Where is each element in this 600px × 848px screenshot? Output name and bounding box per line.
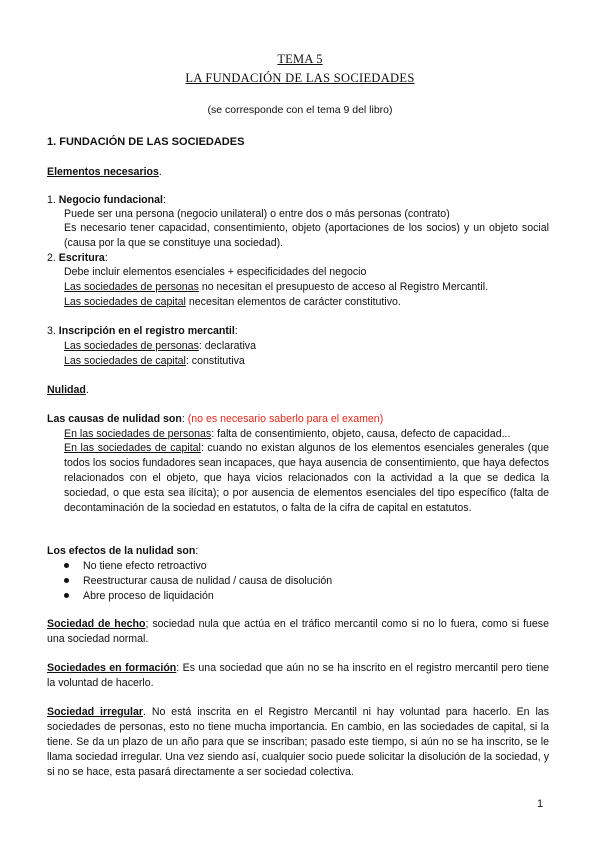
efectos-colon: : — [195, 545, 199, 557]
sociedad-hecho-paragraph — [47, 617, 549, 647]
list-item-text: Reestructurar causa de nulidad / causa de disolución — [83, 575, 333, 587]
sociedad-irregular-text: . No está inscrita en el Registro Mercantil ni hay voluntad para hacerlo. En las sociedades de personas, esto no tiene mucha importancia. En cambio, en las sociedades de capital, si la tiene. Se da un plazo de un año para que se inscriban; pasado este tiempo, si aún no se ha inscrito, se le llama sociedad irregular. Una vez siendo así, cualquier socio puede solicitar la disolución de la sociedad, y si no se hace, esta pasará directamente a ser sociedad colectiva. — [47, 706, 549, 778]
escritura-colon: : — [104, 252, 108, 264]
efectos-heading — [47, 544, 198, 558]
escritura-personas-term: Las sociedades de personas — [64, 281, 199, 293]
sociedades-formacion-paragraph — [47, 661, 549, 691]
list-item — [64, 589, 214, 603]
causas-capital-text: : cuando no existan algunos de los elementos esenciales generales (que todos los socios fundadores sean incapaces, que haya ausencia de consentimiento, que haya defectos relacionados con el objeto, que haya vicios relacionados con la actividad a la que se dedica la sociedad, o que esta sea ilícita); o por ausencia de elementos esenciales del tipo específico (falta de decontaminación de la sociedad en estatutos, o falta de la cifra de capital en estatutos. — [64, 442, 549, 514]
causas-label: Las causas de nulidad son — [47, 413, 182, 425]
escritura-capital-text: necesitan elementos de carácter constitutivo. — [185, 296, 401, 308]
escritura-personas-text: no necesitan el presupuesto de acceso al Registro Mercantil. — [198, 281, 489, 293]
sociedad-irregular-paragraph — [47, 705, 549, 780]
escritura-number: 2. — [47, 252, 59, 264]
elementos-heading-dot: . — [158, 166, 162, 178]
elementos-heading-text: Elementos necesarios — [47, 166, 159, 178]
causas-personas-term: En las sociedades de personas — [64, 428, 212, 440]
sociedades-formacion-text: : Es una sociedad que aún no se ha inscrito en el registro mercantil pero tiene la voluntad de hacerlo. — [47, 662, 550, 689]
section-heading: 1. FUNDACIÓN DE LAS SOCIEDADES — [47, 136, 245, 148]
nulidad-heading — [47, 383, 89, 397]
inscripcion-personas-text: : declarativa — [198, 340, 256, 352]
causas-capital-term: En las sociedades de capital — [64, 442, 201, 454]
bullet-icon — [64, 578, 69, 583]
causas-personas — [64, 427, 510, 441]
causas-capital — [64, 441, 549, 516]
elementos-heading — [47, 165, 162, 179]
inscripcion-text-1 — [64, 339, 256, 353]
bullet-icon — [64, 563, 69, 568]
nulidad-heading-dot: . — [85, 384, 89, 396]
efectos-label: Los efectos de la nulidad son — [47, 545, 196, 557]
negocio-heading — [47, 193, 166, 207]
subtitle: (se corresponde con el tema 9 del libro) — [207, 104, 393, 116]
negocio-text-2: Es necesario tener capacidad, consentimiento, objeto (aportaciones de los socios) y un objeto social (causa por la que se constituye una sociedad). — [64, 222, 549, 249]
escritura-text-3 — [64, 295, 401, 309]
inscripcion-text-2 — [64, 354, 245, 368]
inscripcion-colon: : — [234, 325, 238, 337]
inscripcion-number: 3. — [47, 325, 59, 337]
negocio-colon: : — [162, 194, 166, 206]
escritura-capital-term: Las sociedades de capital — [64, 296, 186, 308]
inscripcion-capital-term: Las sociedades de capital — [64, 355, 186, 367]
list-item-text: No tiene efecto retroactivo — [83, 560, 207, 572]
inscripcion-capital-text: : constitutiva — [185, 355, 245, 367]
bullet-icon — [64, 593, 69, 598]
escritura-text-2 — [64, 280, 488, 294]
negocio-text-1: Puede ser una persona (negocio unilateral) o entre dos o más personas (contrato) — [64, 208, 450, 220]
causas-personas-text: : falta de consentimiento, objeto, causa, defecto de capacidad... — [211, 428, 511, 440]
list-item — [64, 559, 207, 573]
inscripcion-heading — [47, 324, 238, 338]
inscripcion-label: Inscripción en el registro mercantil — [58, 325, 235, 337]
causas-colon: : — [181, 413, 188, 425]
page-number: 1 — [537, 798, 544, 810]
list-item-text: Abre proceso de liquidación — [83, 590, 214, 602]
escritura-heading — [47, 251, 108, 265]
sociedad-irregular-term: Sociedad irregular — [47, 706, 143, 718]
escritura-label: Escritura — [58, 252, 105, 264]
negocio-label: Negocio fundacional — [58, 194, 163, 206]
sociedades-formacion-term: Sociedades en formación — [47, 662, 177, 674]
sociedad-hecho-text: ; sociedad nula que actúa en el tráfico mercantil como si no lo fuera, como si fuese una sociedad normal. — [47, 618, 550, 645]
tema-title: TEMA 5 — [277, 52, 323, 66]
sociedad-hecho-term: Sociedad de hecho — [47, 618, 146, 630]
page-title: LA FUNDACIÓN DE LAS SOCIEDADES — [185, 71, 415, 85]
causas-heading — [47, 412, 383, 426]
inscripcion-personas-term: Las sociedades de personas — [64, 340, 199, 352]
exam-note: (no es necesario saberlo para el examen) — [187, 413, 384, 425]
negocio-number: 1. — [47, 194, 59, 206]
nulidad-heading-text: Nulidad — [47, 384, 86, 396]
list-item — [64, 574, 332, 588]
escritura-text-1: Debe incluir elementos esenciales + especificidades del negocio — [64, 266, 367, 278]
